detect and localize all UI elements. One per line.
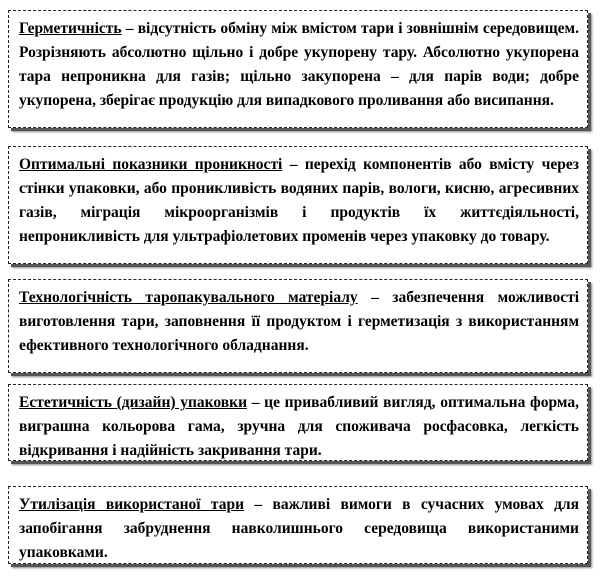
definition-term: Утилізація використаної тари: [19, 496, 245, 513]
definition-text: – забезпечення можливості виготовлення тари, заповнення її продуктом і герметизація з використанням ефективного технологічного обладнання.: [19, 289, 579, 354]
definition-term: Герметичність: [19, 20, 122, 37]
definition-text: – відсутність обміну між вмістом тари і зовнішнім середовищем. Розрізняють абсолютно щільно і добре укупорену тару. Абсолютно укупорена тара непроникна для газів; щільно закупорена – для парів води; добре укупорена, зберігає продукцію для випадкового проливання або висипання.: [19, 20, 579, 109]
definition-box-aesthetics: [8, 384, 588, 461]
definition-text: – важливі вимоги в сучасних умовах для запобігання забруднення навколишнього середовища використаними упаковками.: [19, 496, 579, 561]
definition-box-permeability: [8, 146, 588, 264]
definition-term: Оптимальні показники проникності: [19, 156, 283, 173]
definition-term: Естетичність (дизайн) упаковки: [19, 394, 248, 411]
definition-box-manufacturability: [8, 279, 588, 373]
definition-text: – перехід компонентів або вмісту через стінки упаковки, або проникливість водяних парів, вологи, кисню, агресивних газів, міграція мікроорганізмів і продуктів їх життєдіяльності, непроникливість для ультрафіолетових променів через упаковку до товару.: [19, 156, 579, 245]
definition-term: Технологічність таропакувального матеріалу: [19, 289, 358, 306]
definition-box-recycling: [8, 486, 588, 564]
definition-text: – це привабливий вигляд, оптимальна форма, виграшна кольорова гама, зручна для споживача росфасовка, легкість відкривання і надійність закривання тари.: [19, 394, 579, 459]
definition-box-hermeticity: [8, 10, 588, 128]
